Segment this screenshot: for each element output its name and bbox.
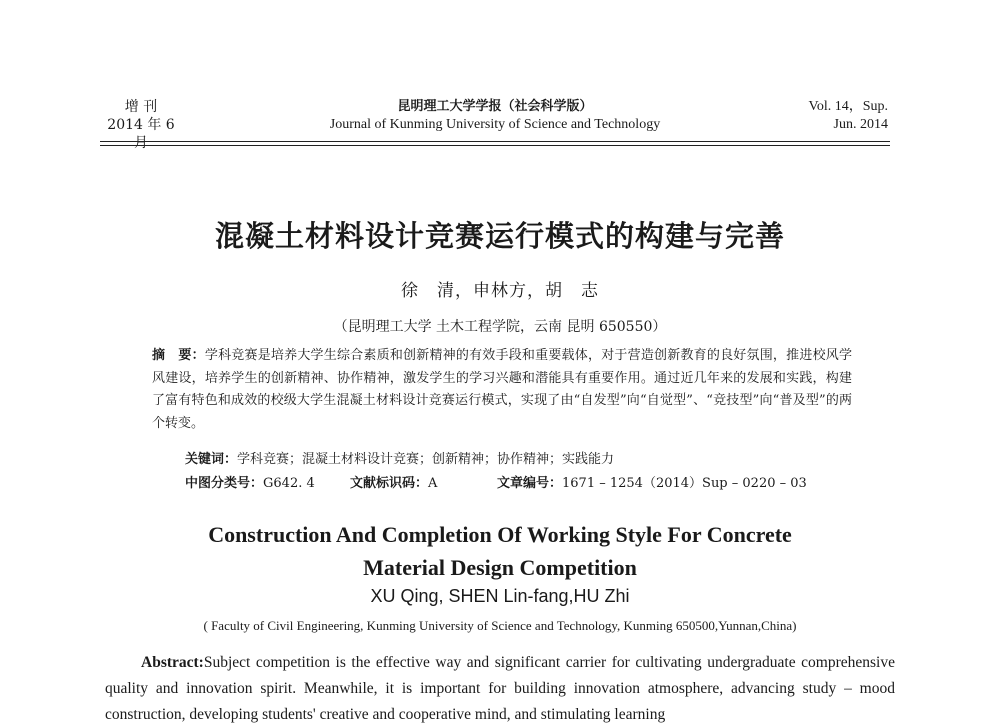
article-title-en xyxy=(0,518,1000,584)
abstract-cn-label: 摘 要： xyxy=(152,348,205,363)
volume-info xyxy=(780,98,888,134)
article-title-cn: 混凝土材料设计竞赛运行模式的构建与完善 xyxy=(214,219,785,253)
keywords-cn-label: 关键词： xyxy=(185,452,238,467)
journal-name-en: Journal of Kunming University of Science and Technology xyxy=(329,117,661,132)
clc-number xyxy=(185,472,315,491)
abstract-cn-text: 学科竞赛是培养大学生综合素质和创新精神的有效手段和重要载体，对于营造创新教育的良好氛围，推进校风学风建设，培养学生的创新精神、协作精神，激发学生的学习兴趣和潜能具有重要作用。通过近几年来的发展和实践，构建了富有特色和成效的校级大学生混凝土材料设计竞赛运行模式，实现了由“自发型”向“自觉型”、“竞技型”向“普及型”的两个转变。 xyxy=(152,348,852,431)
doc-code-value: A xyxy=(428,476,438,491)
issue-info xyxy=(100,98,182,152)
journal-name-cn: 昆明理工大学学报（社会科学版） xyxy=(397,99,593,114)
authors-en: XU Qing, SHEN Lin-fang,HU Zhi xyxy=(370,586,630,606)
issue-date: 2014 年 6 月 xyxy=(107,117,175,151)
clc-label: 中图分类号： xyxy=(185,476,264,491)
document-code xyxy=(350,472,437,491)
volume-number: Vol. 14，Sup. xyxy=(808,99,888,114)
authors-cn: 徐 清，申林方，胡 志 xyxy=(401,281,599,301)
doc-code-label: 文献标识码： xyxy=(350,476,429,491)
affiliation-cn: （昆明理工大学 土木工程学院，云南 昆明 650550） xyxy=(333,319,667,335)
keywords-cn-text: 学科竞赛；混凝土材料设计竞赛；创新精神；协作精神；实践能力 xyxy=(237,452,615,467)
clc-value: G642. 4 xyxy=(263,476,315,491)
header-rule-thick xyxy=(100,141,890,142)
article-no-value: 1671 – 1254（2014）Sup – 0220 – 03 xyxy=(562,476,807,491)
article-number xyxy=(497,472,807,491)
abstract-cn xyxy=(152,345,852,435)
affiliation-en: ( Faculty of Civil Engineering, Kunming University of Science and Technology, Kunming 650500,Yunnan,China) xyxy=(203,618,797,633)
header-rule-thin xyxy=(100,145,890,146)
issue-supplement: 增 刊 xyxy=(124,99,158,115)
abstract-en-label: Abstract: xyxy=(141,654,204,671)
abstract-en xyxy=(105,650,895,728)
volume-date: Jun. 2014 xyxy=(833,117,888,132)
abstract-en-text: Subject competition is the effective way and significant carrier for cultivating undergraduate comprehensive quality and innovation spirit. Meanwhile, it is important for building innovation atmosphere, advancing study – mood construction, developing students' creative and cooperative mind, and stimulating learning xyxy=(105,654,895,723)
title-en-line2: Material Design Competition xyxy=(363,555,637,580)
journal-name xyxy=(290,98,700,134)
title-en-line1: Construction And Completion Of Working Style For Concrete xyxy=(208,522,792,547)
article-no-label: 文章编号： xyxy=(497,476,563,491)
keywords-cn xyxy=(185,448,845,467)
